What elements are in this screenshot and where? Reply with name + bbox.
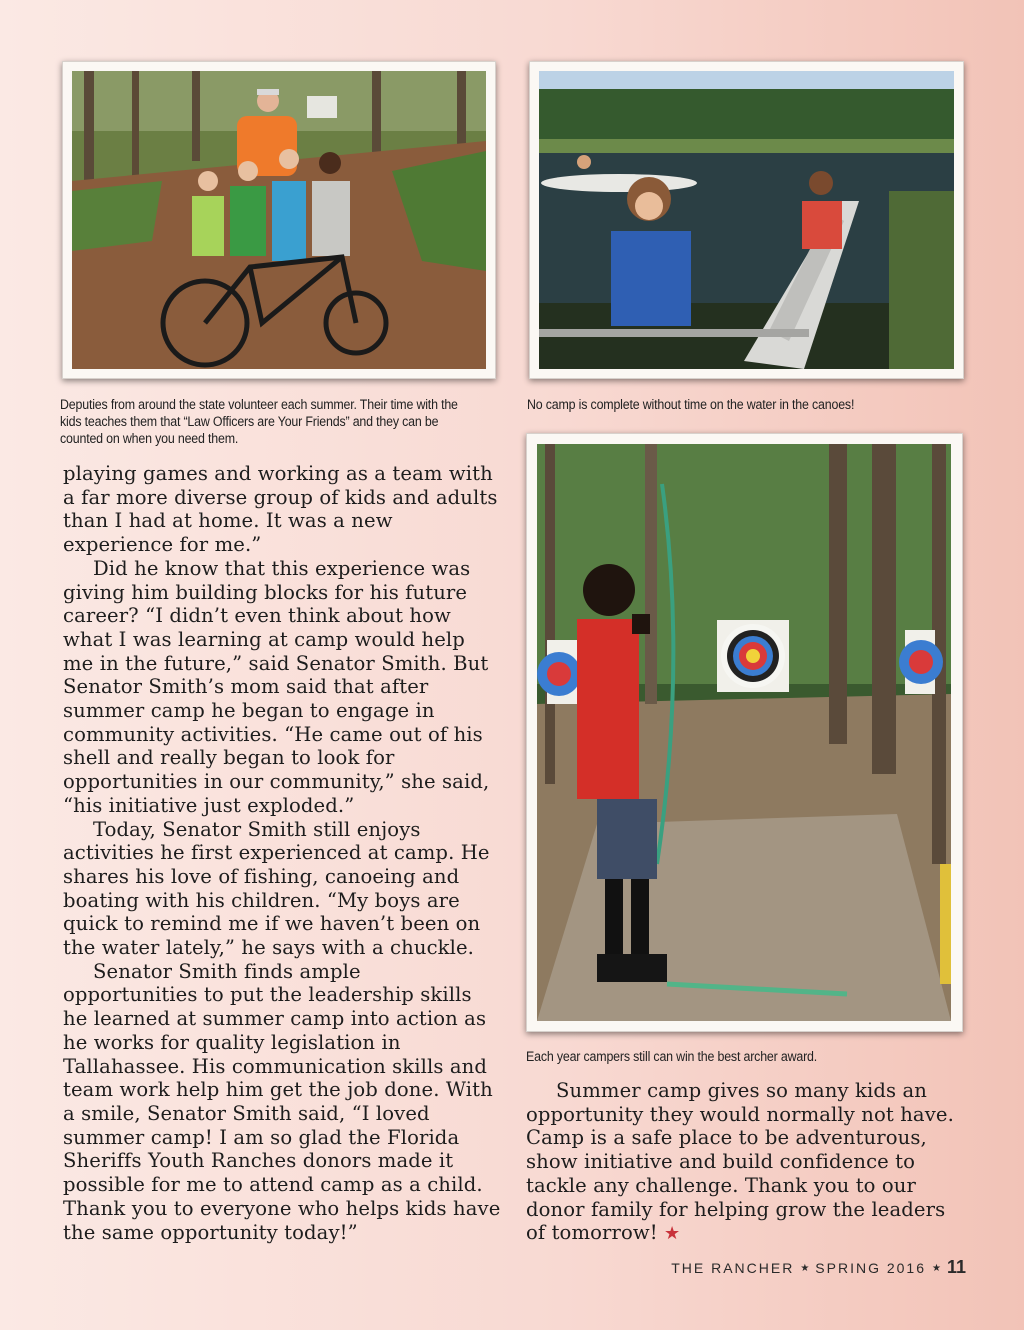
star-separator-icon: ★ — [800, 1263, 810, 1274]
article-paragraph: Today, Senator Smith still enjoys activities he first experienced at camp. He shares his love of fishing, canoeing and boating with his children. “My boys are quick to remind me if we haven’t been on the water lately,” he says with a chuckle. — [63, 817, 490, 960]
article-paragraph: playing games and working as a team with a far more diverse group of kids and adults than I had at home. It was a new experience for me.” — [63, 462, 498, 557]
article-right-column — [526, 1079, 966, 1246]
photo-girls-in-canoes — [539, 71, 954, 369]
publication-name: THE RANCHER — [671, 1260, 795, 1276]
star-separator-icon: ★ — [932, 1263, 941, 1274]
article-paragraph: Did he know that this experience was giving him building blocks for his future career? “I didn’t even think about how what I was learning at camp would help me in the future,” said Senator Smith. But Senator Smith’s mom said that after summer camp he began to engage in community activities. “He came out of his shell and really began to look for opportunities in our community,” she said, “his initiative just exploded.” — [63, 556, 490, 817]
article-paragraph — [526, 1079, 966, 1246]
article-paragraph: Senator Smith finds ample opportunities to put the leadership skills he learned at summer camp into action as he works for quality legislation in Tallahassee. His communication skills and team work help him get the job done. With a smile, Senator Smith said, “I loved summer camp! I am so glad the Florida Sheriffs Youth Ranches donors made it possible for me to attend camp as a child. Thank you to everyone who helps kids have the same opportunity today!” — [63, 959, 501, 1244]
photo-caption-archery: Each year campers still can win the best archer award. — [526, 1049, 818, 1064]
photo-frame-canoes — [529, 61, 964, 379]
end-star-icon: ★ — [664, 1223, 681, 1245]
photo-frame-archery — [526, 433, 963, 1032]
photo-deputies-with-kids — [72, 71, 486, 369]
page-footer — [671, 1257, 966, 1278]
page-number: 11 — [946, 1257, 966, 1277]
issue-label: SPRING 2016 — [815, 1260, 926, 1276]
photo-boy-archery — [537, 444, 951, 1021]
article-left-column — [63, 462, 501, 1244]
article-closing-text: Summer camp gives so many kids an opportunity they would normally not have. Camp is a safe place to be adventurous, show initiative and build confidence to tackle any challenge. Thank you to our donor family for helping grow the leaders of tomorrow! — [526, 1079, 954, 1245]
photo-caption-canoes: No camp is complete without time on the water in the canoes! — [527, 397, 855, 412]
photo-frame-deputies — [62, 61, 496, 379]
photo-caption-deputies: Deputies from around the state volunteer each summer. Their time with the kids teaches them that “Law Officers are Your Friends” and they can be counted on when you need them. — [60, 397, 458, 446]
